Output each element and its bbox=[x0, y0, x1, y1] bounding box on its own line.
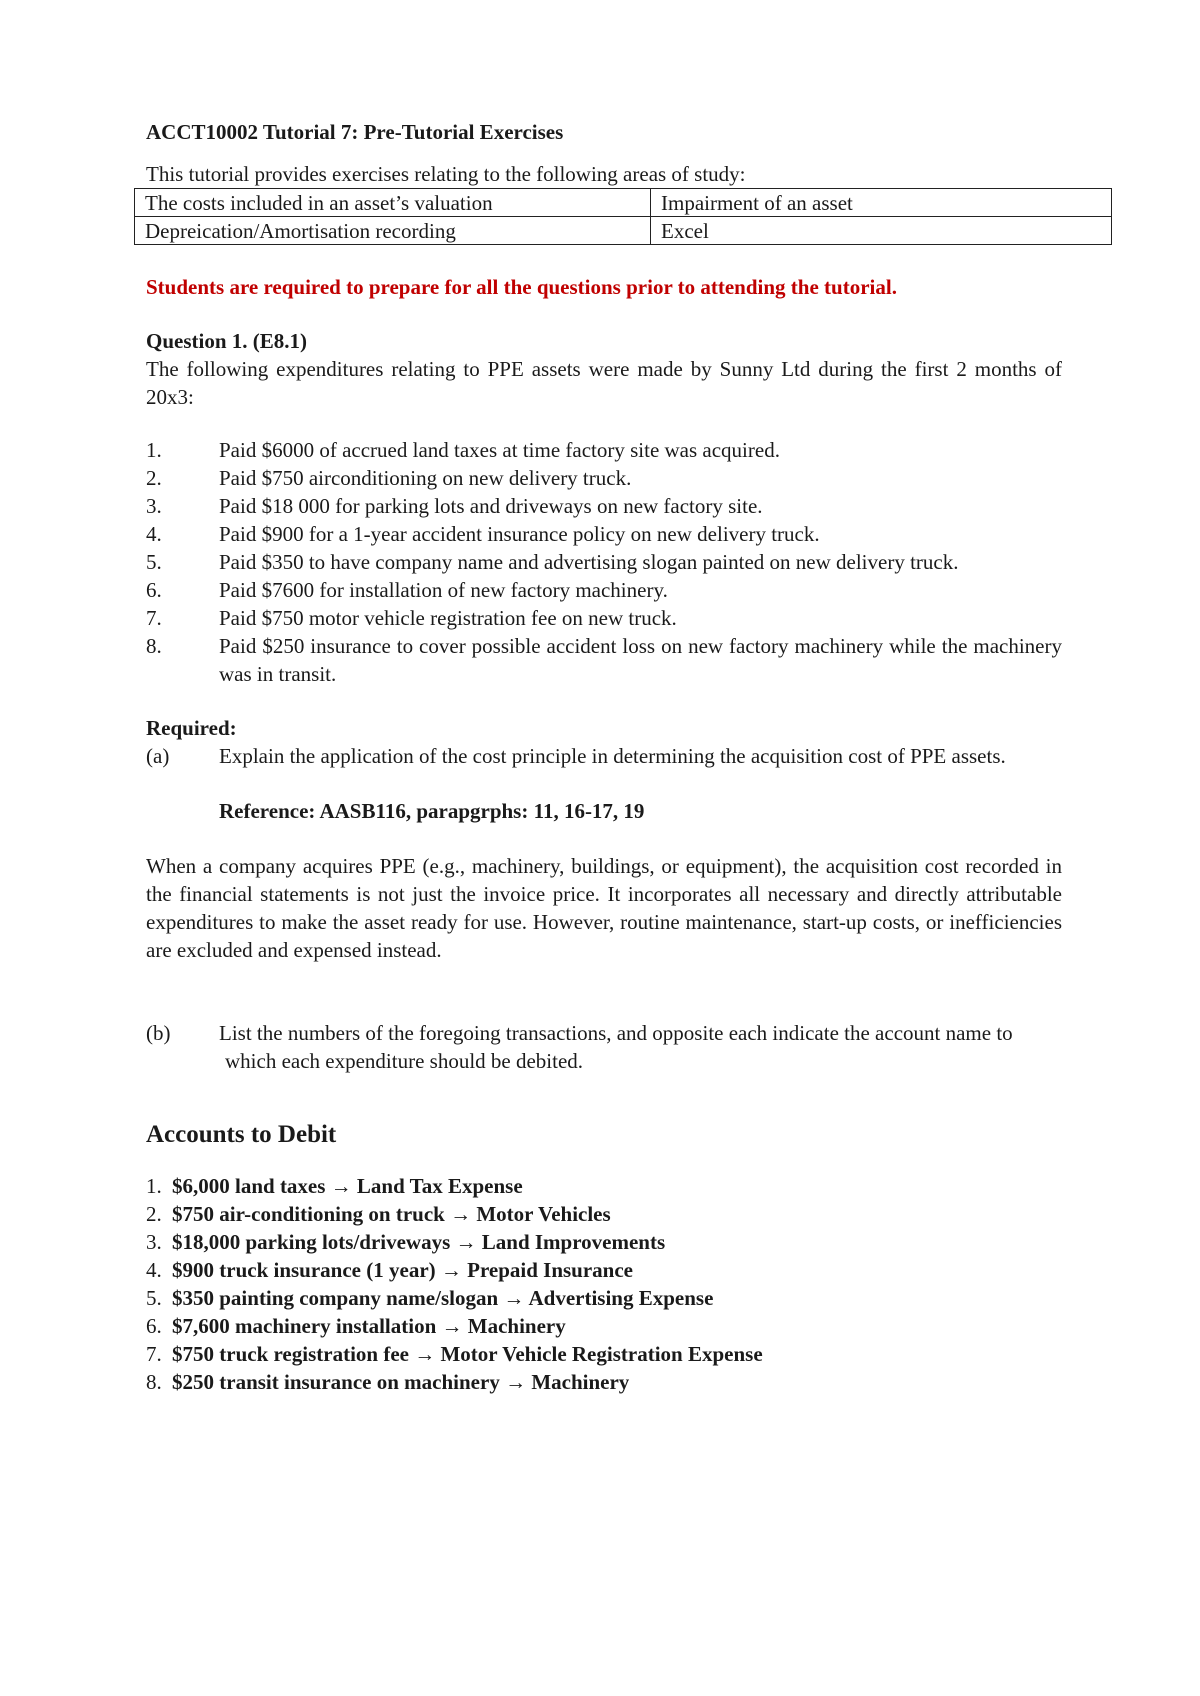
study-areas-table bbox=[134, 188, 1112, 245]
table-cell: The costs included in an asset’s valuation bbox=[135, 189, 651, 217]
table-row bbox=[135, 189, 1112, 217]
part-b-label: (b) bbox=[146, 1021, 171, 1045]
part-a-text: Explain the application of the cost principle in determining the acquisition cost of PPE assets. bbox=[219, 744, 1006, 768]
list-item bbox=[146, 520, 1062, 548]
accounts-heading: Accounts to Debit bbox=[146, 1121, 337, 1148]
reference-line: Reference: AASB116, parapgrphs: 11, 16-17, 19 bbox=[219, 799, 645, 823]
list-item-number: 7. bbox=[146, 606, 162, 630]
question-description: The following expenditures relating to PPE assets were made by Sunny Ltd during the first 2 months of 20x3: bbox=[146, 357, 1062, 409]
list-item bbox=[146, 548, 1062, 576]
list-item-number: 4. bbox=[146, 522, 162, 546]
list-item-number: 2. bbox=[146, 466, 162, 490]
list-item-number: 7. bbox=[146, 1342, 162, 1366]
list-item-text: Paid $18 000 for parking lots and driveways on new factory site. bbox=[219, 494, 763, 518]
list-item-text: $18,000 parking lots/driveways → Land Improvements bbox=[172, 1230, 666, 1254]
list-item-number: 8. bbox=[146, 1370, 162, 1394]
list-item bbox=[146, 576, 1062, 604]
accounts-list bbox=[146, 1172, 1062, 1396]
list-item-number: 1. bbox=[146, 438, 162, 462]
list-item bbox=[146, 1312, 1062, 1340]
preparation-note: Students are required to prepare for all the questions prior to attending the tutorial. bbox=[146, 275, 897, 299]
expenditure-list bbox=[146, 436, 1062, 688]
list-item-number: 3. bbox=[146, 1230, 162, 1254]
list-item bbox=[146, 1284, 1062, 1312]
list-item-text: Paid $250 insurance to cover possible accident loss on new factory machinery while the machinery was in transit. bbox=[219, 634, 1062, 686]
list-item-text: $350 painting company name/slogan → Advertising Expense bbox=[172, 1286, 714, 1310]
list-item-text: $750 air-conditioning on truck → Motor Vehicles bbox=[172, 1202, 611, 1226]
list-item-text: $900 truck insurance (1 year) → Prepaid Insurance bbox=[172, 1258, 634, 1282]
list-item bbox=[146, 436, 1062, 464]
table-cell: Depreication/Amortisation recording bbox=[135, 217, 651, 245]
part-a-label: (a) bbox=[146, 744, 170, 768]
list-item-text: Paid $6000 of accrued land taxes at time factory site was acquired. bbox=[219, 438, 780, 462]
part-b-text: List the numbers of the foregoing transactions, and opposite each indicate the account name to bbox=[219, 1021, 1013, 1045]
list-item bbox=[146, 492, 1062, 520]
list-item bbox=[146, 1228, 1062, 1256]
document-title: ACCT10002 Tutorial 7: Pre-Tutorial Exercises bbox=[146, 120, 564, 144]
list-item bbox=[146, 604, 1062, 632]
list-item-text: Paid $900 for a 1-year accident insurance policy on new delivery truck. bbox=[219, 522, 820, 546]
list-item-text: $250 transit insurance on machinery → Machinery bbox=[172, 1370, 630, 1394]
required-heading: Required: bbox=[146, 716, 237, 740]
part-b-text-continued: which each expenditure should be debited. bbox=[225, 1049, 584, 1073]
list-item-number: 6. bbox=[146, 578, 162, 602]
list-item bbox=[146, 1172, 1062, 1200]
list-item-number: 1. bbox=[146, 1174, 162, 1198]
list-item-text: Paid $350 to have company name and advertising slogan painted on new delivery truck. bbox=[219, 550, 959, 574]
list-item bbox=[146, 1368, 1062, 1396]
list-item-number: 4. bbox=[146, 1258, 162, 1282]
list-item-text: Paid $750 motor vehicle registration fee on new truck. bbox=[219, 606, 677, 630]
list-item-text: Paid $7600 for installation of new factory machinery. bbox=[219, 578, 668, 602]
list-item-number: 6. bbox=[146, 1314, 162, 1338]
list-item-text: $750 truck registration fee → Motor Vehicle Registration Expense bbox=[172, 1342, 763, 1366]
list-item-text: $6,000 land taxes → Land Tax Expense bbox=[172, 1174, 523, 1198]
list-item-text: $7,600 machinery installation → Machinery bbox=[172, 1314, 566, 1338]
table-row bbox=[135, 217, 1112, 245]
part-b bbox=[146, 1019, 1062, 1075]
document-page bbox=[146, 118, 1062, 1396]
list-item bbox=[146, 1340, 1062, 1368]
answer-a-paragraph: When a company acquires PPE (e.g., machinery, buildings, or equipment), the acquisition cost recorded in the financial statements is not just the invoice price. It incorporates all necessary and directly attributable expenditures to make the asset ready for use. However, routine maintenance, start-up costs, or inefficiencies are excluded and expensed instead. bbox=[146, 854, 1062, 962]
part-a bbox=[146, 742, 1062, 770]
table-cell: Impairment of an asset bbox=[651, 189, 1112, 217]
list-item-number: 3. bbox=[146, 494, 162, 518]
list-item-number: 2. bbox=[146, 1202, 162, 1226]
list-item bbox=[146, 464, 1062, 492]
list-item-number: 8. bbox=[146, 634, 162, 658]
table-cell: Excel bbox=[651, 217, 1112, 245]
list-item bbox=[146, 1256, 1062, 1284]
list-item bbox=[146, 1200, 1062, 1228]
list-item-text: Paid $750 airconditioning on new delivery truck. bbox=[219, 466, 632, 490]
intro-text: This tutorial provides exercises relating to the following areas of study: bbox=[146, 162, 746, 186]
list-item-number: 5. bbox=[146, 1286, 162, 1310]
list-item-number: 5. bbox=[146, 550, 162, 574]
question-title: Question 1. (E8.1) bbox=[146, 329, 308, 353]
list-item bbox=[146, 632, 1062, 688]
